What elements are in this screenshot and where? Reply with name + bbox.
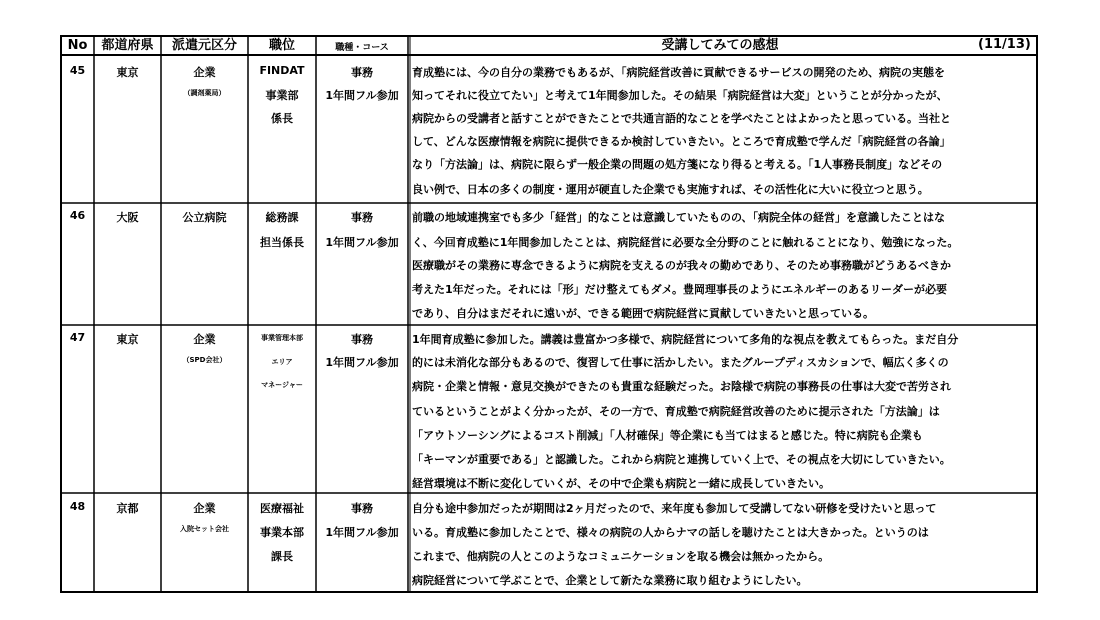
row-no: 46 (69, 209, 86, 222)
impression-line: く、今回育成塾に1年間参加したことは、病院経営に必要な全分野のことに触れることになり、勉強になった。 (412, 236, 959, 249)
impression-line: 的には未消化な部分もあるので、復習して仕事に活かしたい。またグループディスカションで、幅広く多くの (412, 356, 949, 369)
row-job: 事務 (351, 333, 373, 346)
row-course: 1年間フル参加 (325, 526, 399, 539)
impression-line: 考えた1年だった。それには「形」だけ整えてもダメ。豊岡理事長のようにエネルギーのあるリーダーが必要 (412, 283, 947, 296)
header-impression: 受講してみての感想 (661, 38, 779, 53)
impression-line: 「アウトソーシングによるコスト削減」「人材確保」等企業にも当てはまると感じた。特に病院も企業も (412, 429, 923, 442)
impression-line: なり「方法論」は、病院に限らず一般企業の問題の処方箋になり得ると考える。「1人事務長制度」などその (412, 158, 943, 171)
row-position-2: 事業本部 (260, 526, 304, 539)
row-no: 48 (69, 500, 86, 513)
row-prefecture: 京都 (116, 502, 139, 515)
row-no: 47 (69, 331, 86, 344)
impression-line: 経営環境は不断に変化していくが、その中で企業も病院と一緒に成長していきたい。 (412, 477, 830, 490)
row-prefecture: 東京 (116, 333, 139, 346)
row-position-2: 担当係長 (260, 236, 304, 249)
impression-line: 良い例で、日本の多くの制度・運用が硬直した企業でも実施すれば、その活性化に大いに役立つと思う。 (412, 183, 929, 196)
row-position-1: 事業管理本部 (261, 334, 303, 342)
row-position-1: FINDAT (259, 64, 305, 77)
row-position-3: マネージャー (261, 381, 303, 389)
row-job: 事務 (351, 502, 373, 515)
impression-line: 病院経営について学ぶことで、企業として新たな業務に取り組むようにしたい。 (412, 574, 808, 587)
row-dispatch: 公立病院 (182, 211, 227, 224)
impression-line: 育成塾には、今の自分の業務でもあるが、「病院経営改善に貢献できるサービスの開発のため、病院の実態を (412, 66, 946, 79)
page-indicator: (11/13) (978, 37, 1031, 52)
row-dispatch-sub: （SPD会社） (182, 356, 227, 364)
row-dispatch: 企業 (193, 66, 216, 79)
row-position-3: 係長 (271, 112, 293, 125)
row-job: 事務 (351, 66, 373, 79)
impression-line: 医療職がその業務に専念できるように病院を支えるのが我々の勤めであり、そのため事務職がどうあるべきか (412, 259, 951, 272)
header-prefecture: 都道府県 (101, 38, 154, 53)
impression-line: 病院・企業と情報・意見交換ができたのも貴重な経験だった。お陰様で病院の事務長の仕事は大変で苦労され (412, 380, 951, 393)
row-course: 1年間フル参加 (325, 236, 399, 249)
header-dispatch: 派遣元区分 (171, 38, 237, 53)
row-dispatch: 企業 (193, 502, 216, 515)
impression-line: 前職の地域連携室でも多少「経営」的なことは意識していたものの、「病院全体の経営」を意識したことはな (412, 211, 946, 224)
impression-line: 病院からの受講者と話すことができたことで共通言語的なことを学べたことはよかったと思っている。当社と (412, 112, 951, 125)
row-prefecture: 東京 (116, 66, 139, 79)
row-position-3: 課長 (271, 550, 293, 563)
row-no: 45 (69, 64, 86, 77)
row-position-2: エリア (271, 358, 293, 366)
row-course: 1年間フル参加 (325, 89, 399, 102)
header-position: 職位 (268, 38, 295, 53)
row-dispatch-sub: 入院セット会社 (180, 525, 229, 533)
row-prefecture: 大阪 (116, 211, 139, 224)
impression-line: して、どんな医療情報を病院に提供できるか検討していきたい。ところで育成塾で学んだ「病院経営の各論」 (412, 135, 951, 148)
row-course: 1年間フル参加 (325, 356, 399, 369)
impression-line: であり、自分はまだそれに遠いが、できる範囲で病院経営に貢献していきたいと思っている。 (412, 307, 874, 320)
header-no: No (67, 38, 88, 53)
impression-line: ているということがよく分かったが、その一方で、育成塾で病院経営改善のために提示された「方法論」は (412, 405, 940, 418)
impression-line: いる。育成塾に参加したことで、様々の病院の人からナマの話しを聴けたことは大きかった。というのは (412, 526, 929, 539)
impression-line: 自分も途中参加だったが期間は2ヶ月だったので、来年度も参加して受講してない研修を受けたいと思って (412, 502, 937, 515)
impression-line: 1年間育成塾に参加した。講義は豊富かつ多様で、病院経営について多角的な視点を教えてもらった。まだ自分 (412, 333, 959, 346)
impression-line: 知ってそれに役立てたい」と考えて1年間参加した。その結果「病院経営は大変」ということが分かったが、 (412, 89, 948, 102)
row-dispatch: 企業 (193, 333, 216, 346)
row-job: 事務 (351, 211, 373, 224)
impression-line: 「キーマンが重要である」と認識した。これから病院と連携していく上で、その視点を大切にしていきたい。 (412, 453, 951, 466)
header-course: 職種・コース (335, 43, 389, 53)
row-position-2: 事業部 (265, 89, 299, 102)
row-position-1: 総務課 (265, 211, 299, 224)
row-position-1: 医療福祉 (260, 502, 304, 515)
row-dispatch-sub: （調剤薬局） (183, 89, 226, 97)
impression-line: これまで、他病院の人とこのようなコミュニケーションを取る機会は無かったから。 (412, 550, 830, 563)
